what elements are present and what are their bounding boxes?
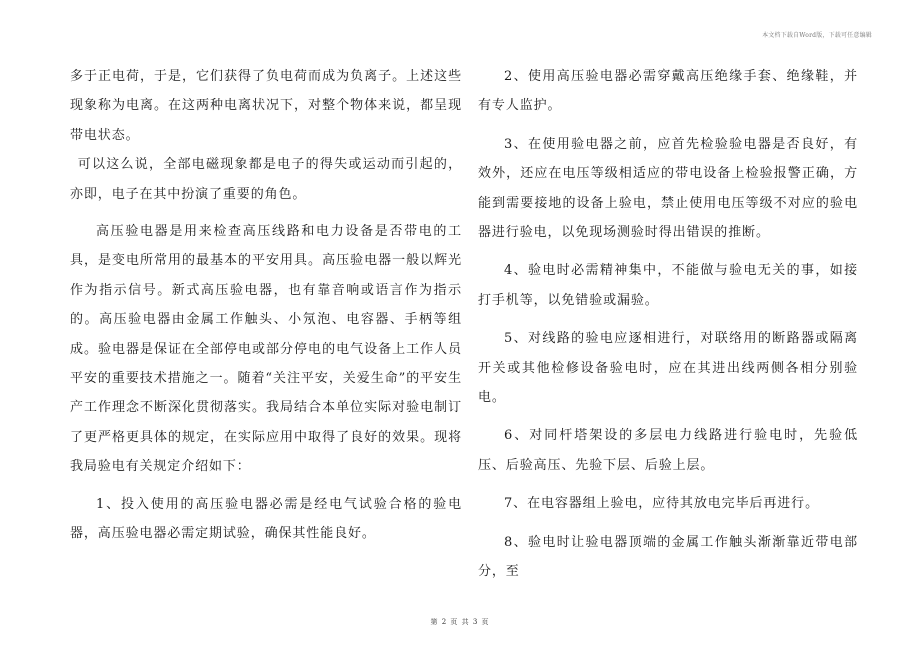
paragraph: 多于正电荷，于是，它们获得了负电荷而成为负离子。上述这些现象称为电离。在这两种电离状况下，对整个物体来说，都呈现带电状态。 bbox=[70, 69, 462, 143]
paragraph: 6、对同杆塔架设的多层电力线路进行验电时，先验低压、后验高压、先验下层、后验上层。 bbox=[478, 428, 858, 473]
paragraph: 4、验电时必需精神集中，不能做与验电无关的事，如接打手机等，以免错验或漏验。 bbox=[478, 263, 858, 308]
right-column bbox=[478, 62, 858, 587]
paragraph: 高压验电器是用来检查高压线路和电力设备是否带电的工具，是变电所常用的最基本的平安用具。高压验电器一般以辉光作为指示信号。新式高压验电器，也有靠音响或语言作为指示的。高压验电器由金属工作触头、小氖泡、电容器、手柄等组成。验电器是保证在全部停电或部分停电的电气设备上工作人员平安的重要技术措施之一。随着“关注平安，关爱生命”的平安生产工作理念不断深化贯彻落实。我局结合本单位实际对验电制订了更严格更具体的规定，在实际应用中取得了良好的效果。现将我局验电有关规定介绍如下： bbox=[70, 224, 462, 475]
paragraph: 1、投入使用的高压验电器必需是经电气试验合格的验电器，高压验电器必需定期试验，确保其性能良好。 bbox=[70, 496, 462, 542]
paragraph: 3、在使用验电器之前，应首先检验验电器是否良好，有效外，还应在电压等级相适应的带电设备上检验报警正确，方能到需要接地的设备上验电，禁止使用电压等级不对应的验电器进行验电，以免现场测验时得出错误的推断。 bbox=[478, 136, 858, 241]
paragraph: 可以这么说，全部电磁现象都是电子的得失或运动而引起的，亦即，电子在其中扮演了重要的角色。 bbox=[70, 157, 462, 202]
paragraph: 5、对线路的验电应逐相进行，对联络用的断路器或隔离开关或其他检修设备验电时，应在其进出线两侧各相分别验电。 bbox=[478, 331, 858, 406]
left-column bbox=[70, 62, 462, 549]
paragraph: 8、验电时让验电器顶端的金属工作触头渐渐靠近带电部分，至 bbox=[478, 534, 858, 580]
page-number-footer: 第 2 页 共 3 页 bbox=[430, 618, 490, 626]
header-note: 本文档下载自Word版，下载可任意编辑 bbox=[762, 32, 872, 39]
paragraph: 2、使用高压验电器必需穿戴高压绝缘手套、绝缘鞋，并有专人监护。 bbox=[478, 69, 858, 114]
paragraph: 7、在电容器组上验电，应待其放电完毕后再进行。 bbox=[504, 496, 819, 512]
